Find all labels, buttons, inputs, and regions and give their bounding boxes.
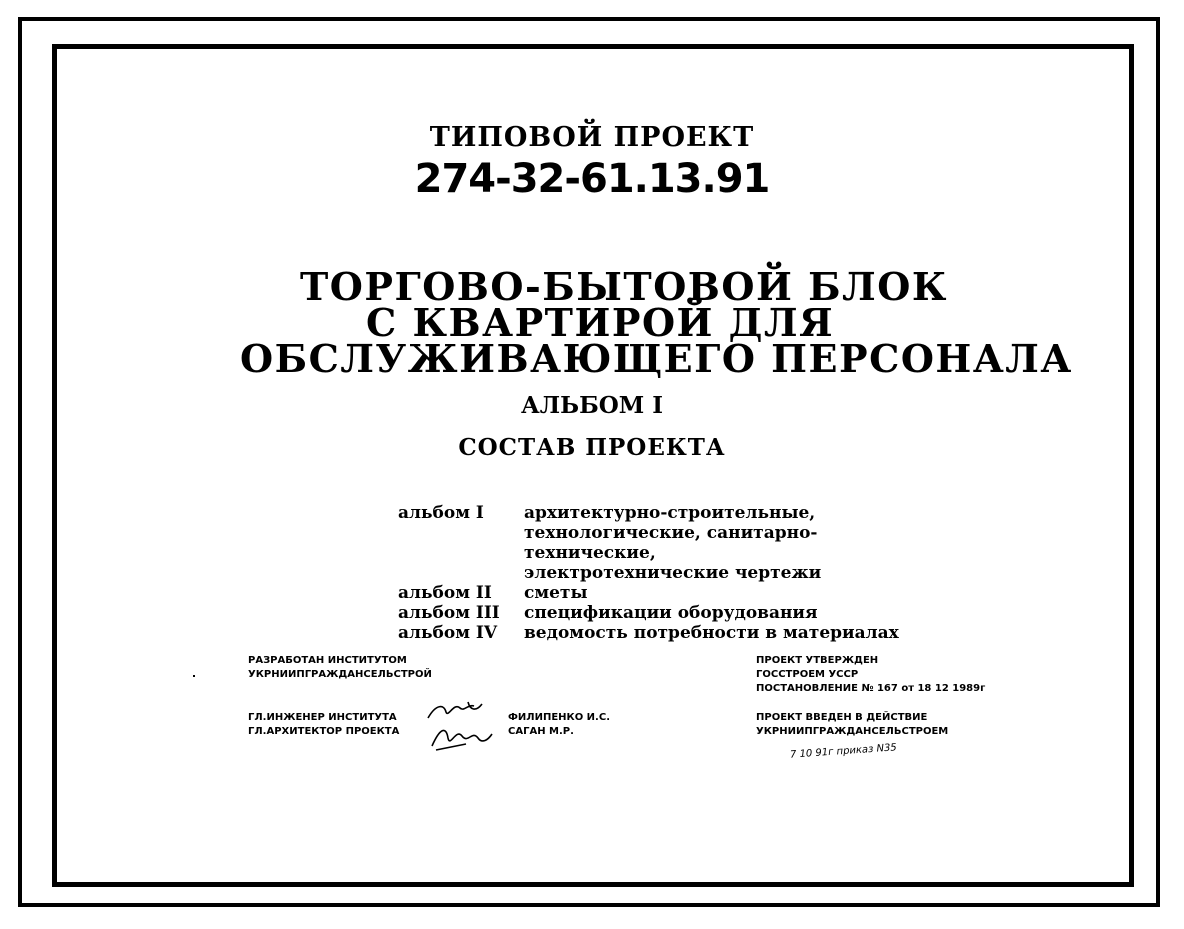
chief-architect-role: ГЛ.АРХИТЕКТОР ПРОЕКТА [248,726,400,737]
title-line-1: ТОРГОВО-БЫТОВОЙ БЛОК [300,264,948,309]
developer-block [248,654,432,682]
composition-row [398,503,899,583]
composition-album: альбом I [398,503,484,523]
architect-signature [426,722,498,752]
developer-institute: УКРНИИПГРАЖДАНСЕЛЬСТРОЙ [248,669,432,680]
composition-album: альбом II [398,583,492,603]
composition-description: спецификации оборудования [524,603,818,623]
composition-album: альбом III [398,603,500,623]
approval-block [756,654,985,696]
enactment-block [756,711,948,739]
composition-album: альбом IV [398,623,498,643]
composition-row [398,623,899,643]
album-heading: АЛЬБОМ I [521,392,663,419]
enactment-institute: УКРНИИПГРАЖДАНСЕЛЬСТРОЕМ [756,726,949,737]
composition-description: ведомость потребности в материалах [524,623,899,643]
chief-architect-name: САГАН М.Р. [508,726,574,737]
title-line-3: ОБСЛУЖИВАЮЩЕГО ПЕРСОНАЛА [240,336,1073,381]
handwritten-order-note: 7 10 91г приказ N35 [789,742,898,761]
enactment-line: ПРОЕКТ ВВЕДЕН В ДЕЙСТВИЕ [756,712,928,723]
composition-row [398,603,899,623]
chief-engineer-role: ГЛ.ИНЖЕНЕР ИНСТИТУТА [248,712,397,723]
approval-line: ПРОЕКТ УТВЕРЖДЕН [756,655,879,666]
approval-authority: ГОССТРОЕМ УССР [756,669,859,680]
composition-description: сметы [524,583,588,603]
title-line-2: С КВАРТИРОЙ ДЛЯ [366,300,835,345]
chief-engineer-name: ФИЛИПЕНКО И.С. [508,712,610,723]
staff-names [508,711,610,739]
composition-heading: СОСТАВ ПРОЕКТА [458,434,726,461]
composition-description: архитектурно-строительные, технологические, санитарно-технические, электротехнические чертежи [524,503,822,583]
scan-speck [193,675,195,677]
composition-list [398,503,899,643]
approval-decree: ПОСТАНОВЛЕНИЕ № 167 от 18 12 1989г [756,683,986,694]
composition-row [398,583,899,603]
staff-roles [248,711,399,739]
series-number: 274-32-61.13.91 [414,156,770,202]
series-label: ТИПОВОЙ ПРОЕКТ [429,122,755,153]
developer-line: РАЗРАБОТАН ИНСТИТУТОМ [248,655,407,666]
